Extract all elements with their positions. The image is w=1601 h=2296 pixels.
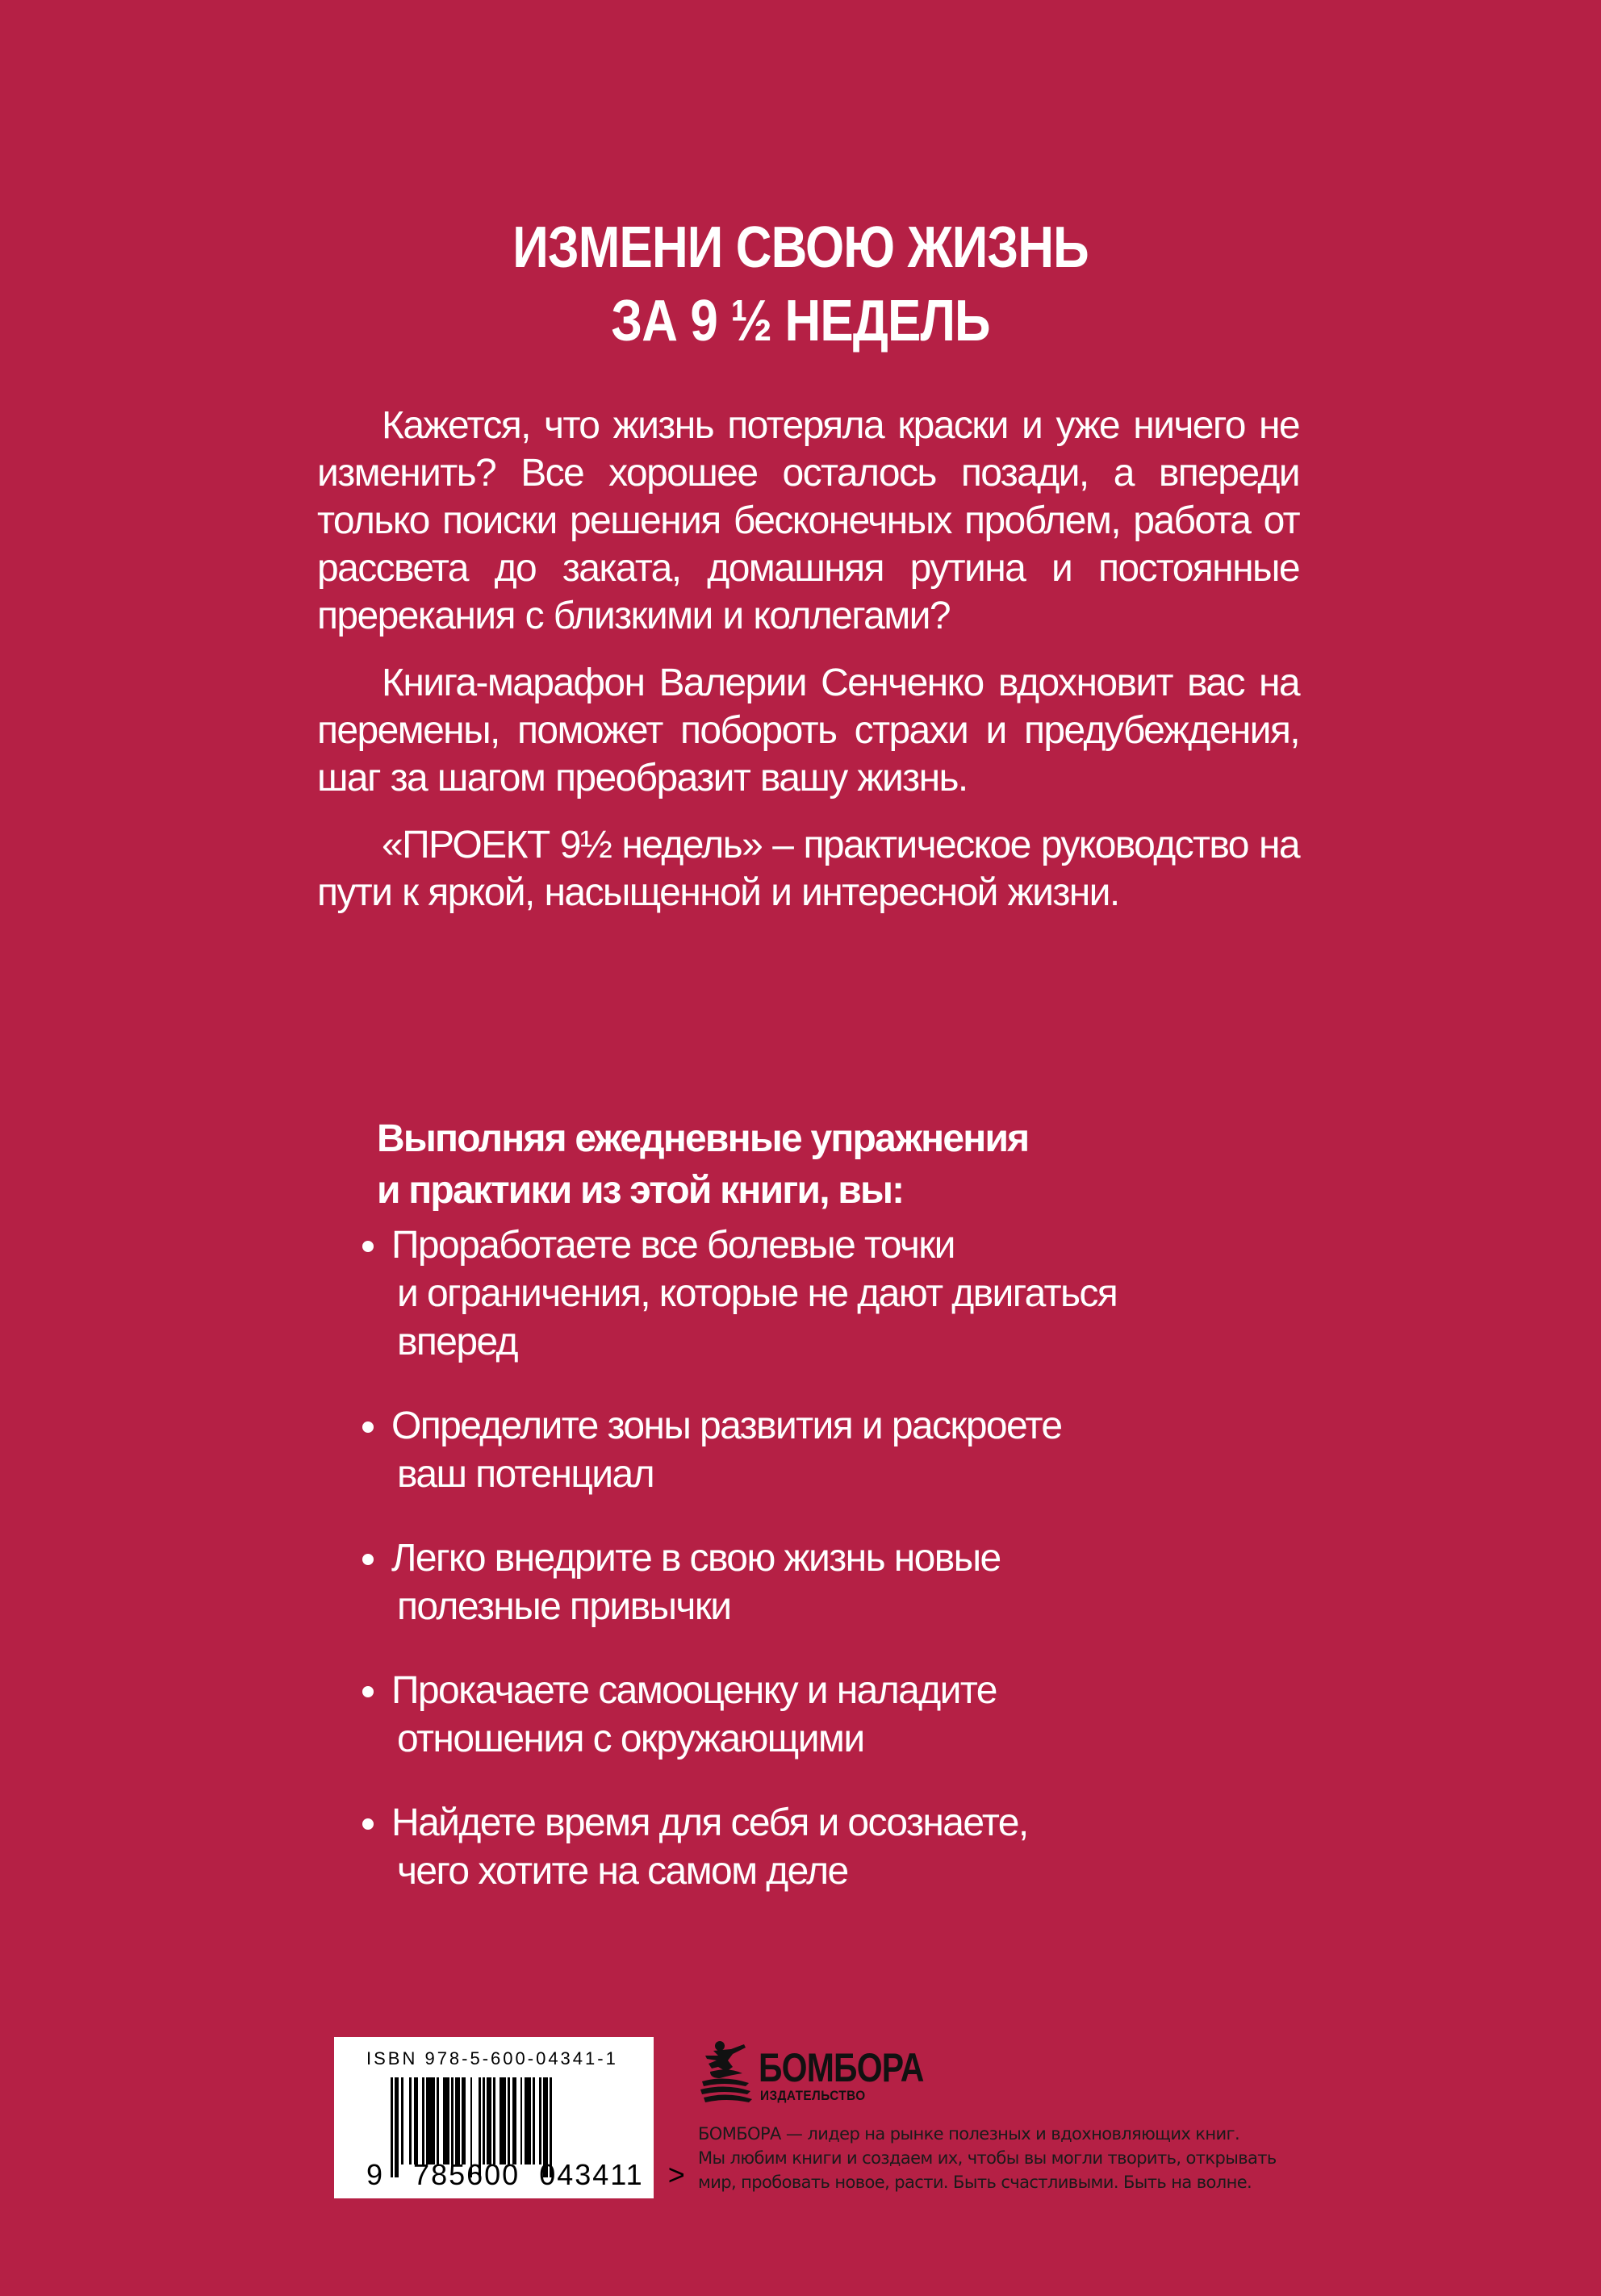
cover-title [112,211,1489,358]
benefit-line: полезные привычки [397,1585,731,1628]
publisher-name: БОМБОРА [759,2045,924,2090]
benefits-heading-line-1: Выполняя ежедневные упражнения [377,1117,1029,1160]
barcode-quiet-zone-mark: > [667,2158,687,2191]
barcode-digits-right: 043411 [539,2158,644,2191]
isbn-number: ISBN 978-5-600-04341-1 [366,2048,618,2068]
benefit-line: и ограничения, которые не дают двигаться [397,1272,1118,1315]
bullet-icon [362,1241,374,1252]
barcode-bars-icon [391,2077,626,2166]
barcode-digits-left: 785600 [413,2158,520,2191]
surfer-on-wave-icon [696,2039,754,2104]
publisher-description-line: мир, пробовать новое, расти. Быть счастливыми. Быть на волне. [698,2173,1252,2192]
benefits-heading [377,1113,1264,1217]
benefit-line: Легко внедрите в свою жизнь новые [391,1537,1001,1580]
benefit-item [377,1402,1264,1499]
benefit-line: вперед [397,1321,517,1363]
benefit-line: Найдете время для себя и осознаете, [391,1801,1028,1844]
benefit-line: Проработаете все болевые точки [391,1224,955,1267]
bullet-icon [362,1554,374,1565]
benefit-line: ваш потенциал [397,1453,654,1496]
blurb-paragraph-3: «ПРОЕКТ 9½ недель» – практическое руководство на пути к яркой, насыщенной и интересной жизни. [317,824,1299,914]
bullet-icon [362,1421,374,1433]
bullet-icon [362,1686,374,1697]
publisher-subtitle: ИЗДАТЕЛЬСТВО [760,2088,866,2103]
benefit-line: Определите зоны развития и раскроете [391,1405,1062,1447]
benefit-item [377,1799,1264,1896]
barcode-digits [366,2158,687,2192]
title-line-2: ЗА 9 ½ НЕДЕЛЬ [611,289,990,353]
benefit-line: Прокачаете самооценку и наладите [391,1669,997,1712]
benefit-item [377,1534,1264,1631]
benefits-heading-line-2: и практики из этой книги, вы: [377,1169,904,1212]
title-line-1: ИЗМЕНИ СВОЮ ЖИЗНЬ [512,215,1089,280]
publisher-description-line: Мы любим книги и создаем их, чтобы вы могли творить, открывать [698,2148,1277,2168]
blurb-paragraph-2: Книга-марафон Валерии Сенченко вдохновит вас на перемены, поможет побороть страхи и предубеждения, шаг за шагом преобразит вашу жизнь. [317,662,1299,799]
publisher-description [698,2122,1311,2194]
blurb-paragraph-1: Кажется, что жизнь потеряла краски и уже ничего не изменить? Все хорошее осталось позади, а впереди только поиски решения бесконечных проблем, работа от рассвета до заката, домашняя рутина и постоянные пререкания с близкими и коллегами? [317,404,1299,637]
benefit-line: чего хотите на самом деле [397,1850,848,1893]
blurb-body [317,402,1299,936]
benefits-section [377,1113,1264,1931]
benefit-item [377,1221,1264,1367]
bullet-icon [362,1818,374,1830]
benefit-line: отношения с окружающими [397,1718,864,1760]
barcode-digit-lead: 9 [366,2158,385,2191]
benefit-item [377,1667,1264,1764]
isbn-barcode [334,2037,687,2198]
publisher-description-line: БОМБОРА — лидер на рынке полезных и вдохновляющих книг. [698,2124,1240,2144]
